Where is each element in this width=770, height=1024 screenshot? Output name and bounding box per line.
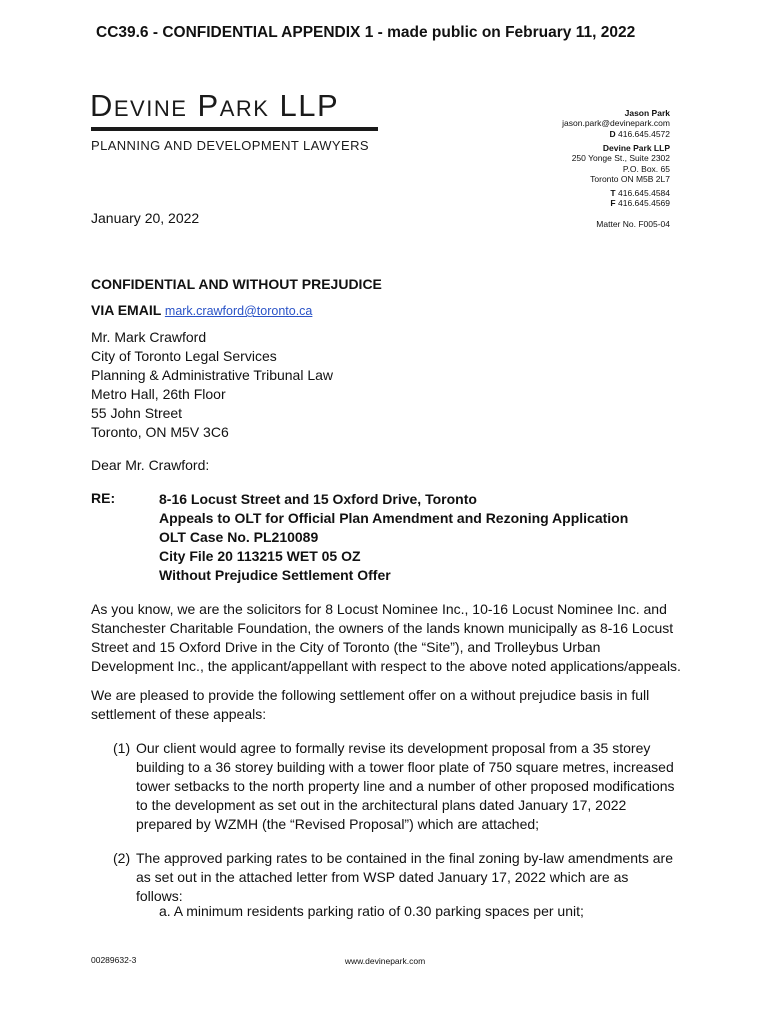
tel-label: T <box>610 187 616 198</box>
item-text: The approved parking rates to be contained in the final zoning by-law amendments are as set out in the attached letter from WSP dated January 17, 2022 which are as follows: <box>136 850 673 904</box>
paragraph-offer: We are pleased to provide the following settlement offer on a without prejudice basis in full settlement of these appeals: <box>91 687 650 722</box>
firm-logo-name <box>90 88 382 130</box>
recipient-address-block <box>91 328 681 442</box>
re-line: OLT Case No. PL210089 <box>159 529 319 545</box>
firm-logo-wordmark <box>90 88 382 122</box>
re-line: Without Prejudice Settlement Offer <box>159 567 391 583</box>
sender-address-1: 250 Yonge St., Suite 2302 <box>571 153 670 164</box>
re-line: Appeals to OLT for Official Plan Amendment and Rezoning Application <box>159 510 629 526</box>
direct-label: D <box>609 128 616 139</box>
confidential-header-line: CC39.6 - CONFIDENTIAL APPENDIX 1 - made public on February 11, 2022 <box>96 24 636 41</box>
re-label: RE: <box>91 490 116 506</box>
recipient-line: City of Toronto Legal Services <box>91 348 277 364</box>
sender-address-3: Toronto ON M5B 2L7 <box>590 173 670 184</box>
recipient-line: Toronto, ON M5V 3C6 <box>91 424 229 440</box>
fax-label: F <box>610 198 616 209</box>
letter-date: January 20, 2022 <box>91 210 200 226</box>
firm-name-text: Devine Park LLP <box>90 88 340 122</box>
recipient-email-link[interactable]: mark.crawford@toronto.ca <box>164 304 313 318</box>
paragraph-intro: As you know, we are the solicitors for 8 Locust Nominee Inc., 10-16 Locust Nominee Inc. and Stanchester Charitable Foundation, the owners of the lands known municipally as 8-16 Locust Street and 15 Oxford Drive in the City of Toronto (the “Site”), and Trolleybus Urban Development Inc., the applicant/appellant with respect to the above noted applications/appeals. <box>91 601 681 674</box>
tel-number: 416.645.4584 <box>618 187 670 198</box>
sender-address-2: P.O. Box. 65 <box>622 163 670 174</box>
footer-website: www.devinepark.com <box>344 956 426 966</box>
sender-firm: Devine Park LLP <box>602 142 670 153</box>
salutation: Dear Mr. Crawford: <box>91 457 210 473</box>
matter-number: Matter No. F005-04 <box>596 218 670 229</box>
sender-name: Jason Park <box>624 108 670 118</box>
direct-phone: 416.645.4572 <box>618 128 670 139</box>
sender-fax <box>562 198 670 208</box>
sender-telephone <box>562 188 670 198</box>
recipient-line: 55 John Street <box>91 405 183 421</box>
logo-divider <box>91 127 378 131</box>
via-email-line <box>91 301 681 321</box>
item-number: (2) <box>113 850 131 866</box>
confidential-heading: CONFIDENTIAL AND WITHOUT PREJUDICE <box>91 276 382 292</box>
re-subject-block <box>159 490 628 585</box>
fax-number: 416.645.4569 <box>618 198 670 209</box>
item-number: (1) <box>113 740 131 756</box>
footer-doc-number: 00289632-3 <box>91 955 137 965</box>
sub-item-a: a. A minimum residents parking ratio of 0.30 parking spaces per unit; <box>159 903 584 919</box>
re-line: 8-16 Locust Street and 15 Oxford Drive, Toronto <box>159 491 477 507</box>
item-text: Our client would agree to formally revise its development proposal from a 35 storey building to a 36 storey building with a tower floor plate of 750 square metres, increased tower setbacks to the north property line and a number of other proposed modifications to the development as set out in the architectural plans dated January 17, 2022 prepared by WZMH (the “Revised Proposal”) which are attached; <box>136 740 675 832</box>
recipient-line: Mr. Mark Crawford <box>91 329 207 345</box>
sender-direct-line <box>562 129 670 139</box>
sender-contact-block <box>562 108 670 229</box>
firm-tagline: PLANNING AND DEVELOPMENT LAWYERS <box>91 138 369 153</box>
re-line: City File 20 113215 WET 05 OZ <box>159 548 361 564</box>
via-email-label: VIA EMAIL <box>91 302 162 318</box>
recipient-line: Metro Hall, 26th Floor <box>91 386 226 402</box>
recipient-line: Planning & Administrative Tribunal Law <box>91 367 334 383</box>
sender-email[interactable]: jason.park@devinepark.com <box>562 118 670 129</box>
